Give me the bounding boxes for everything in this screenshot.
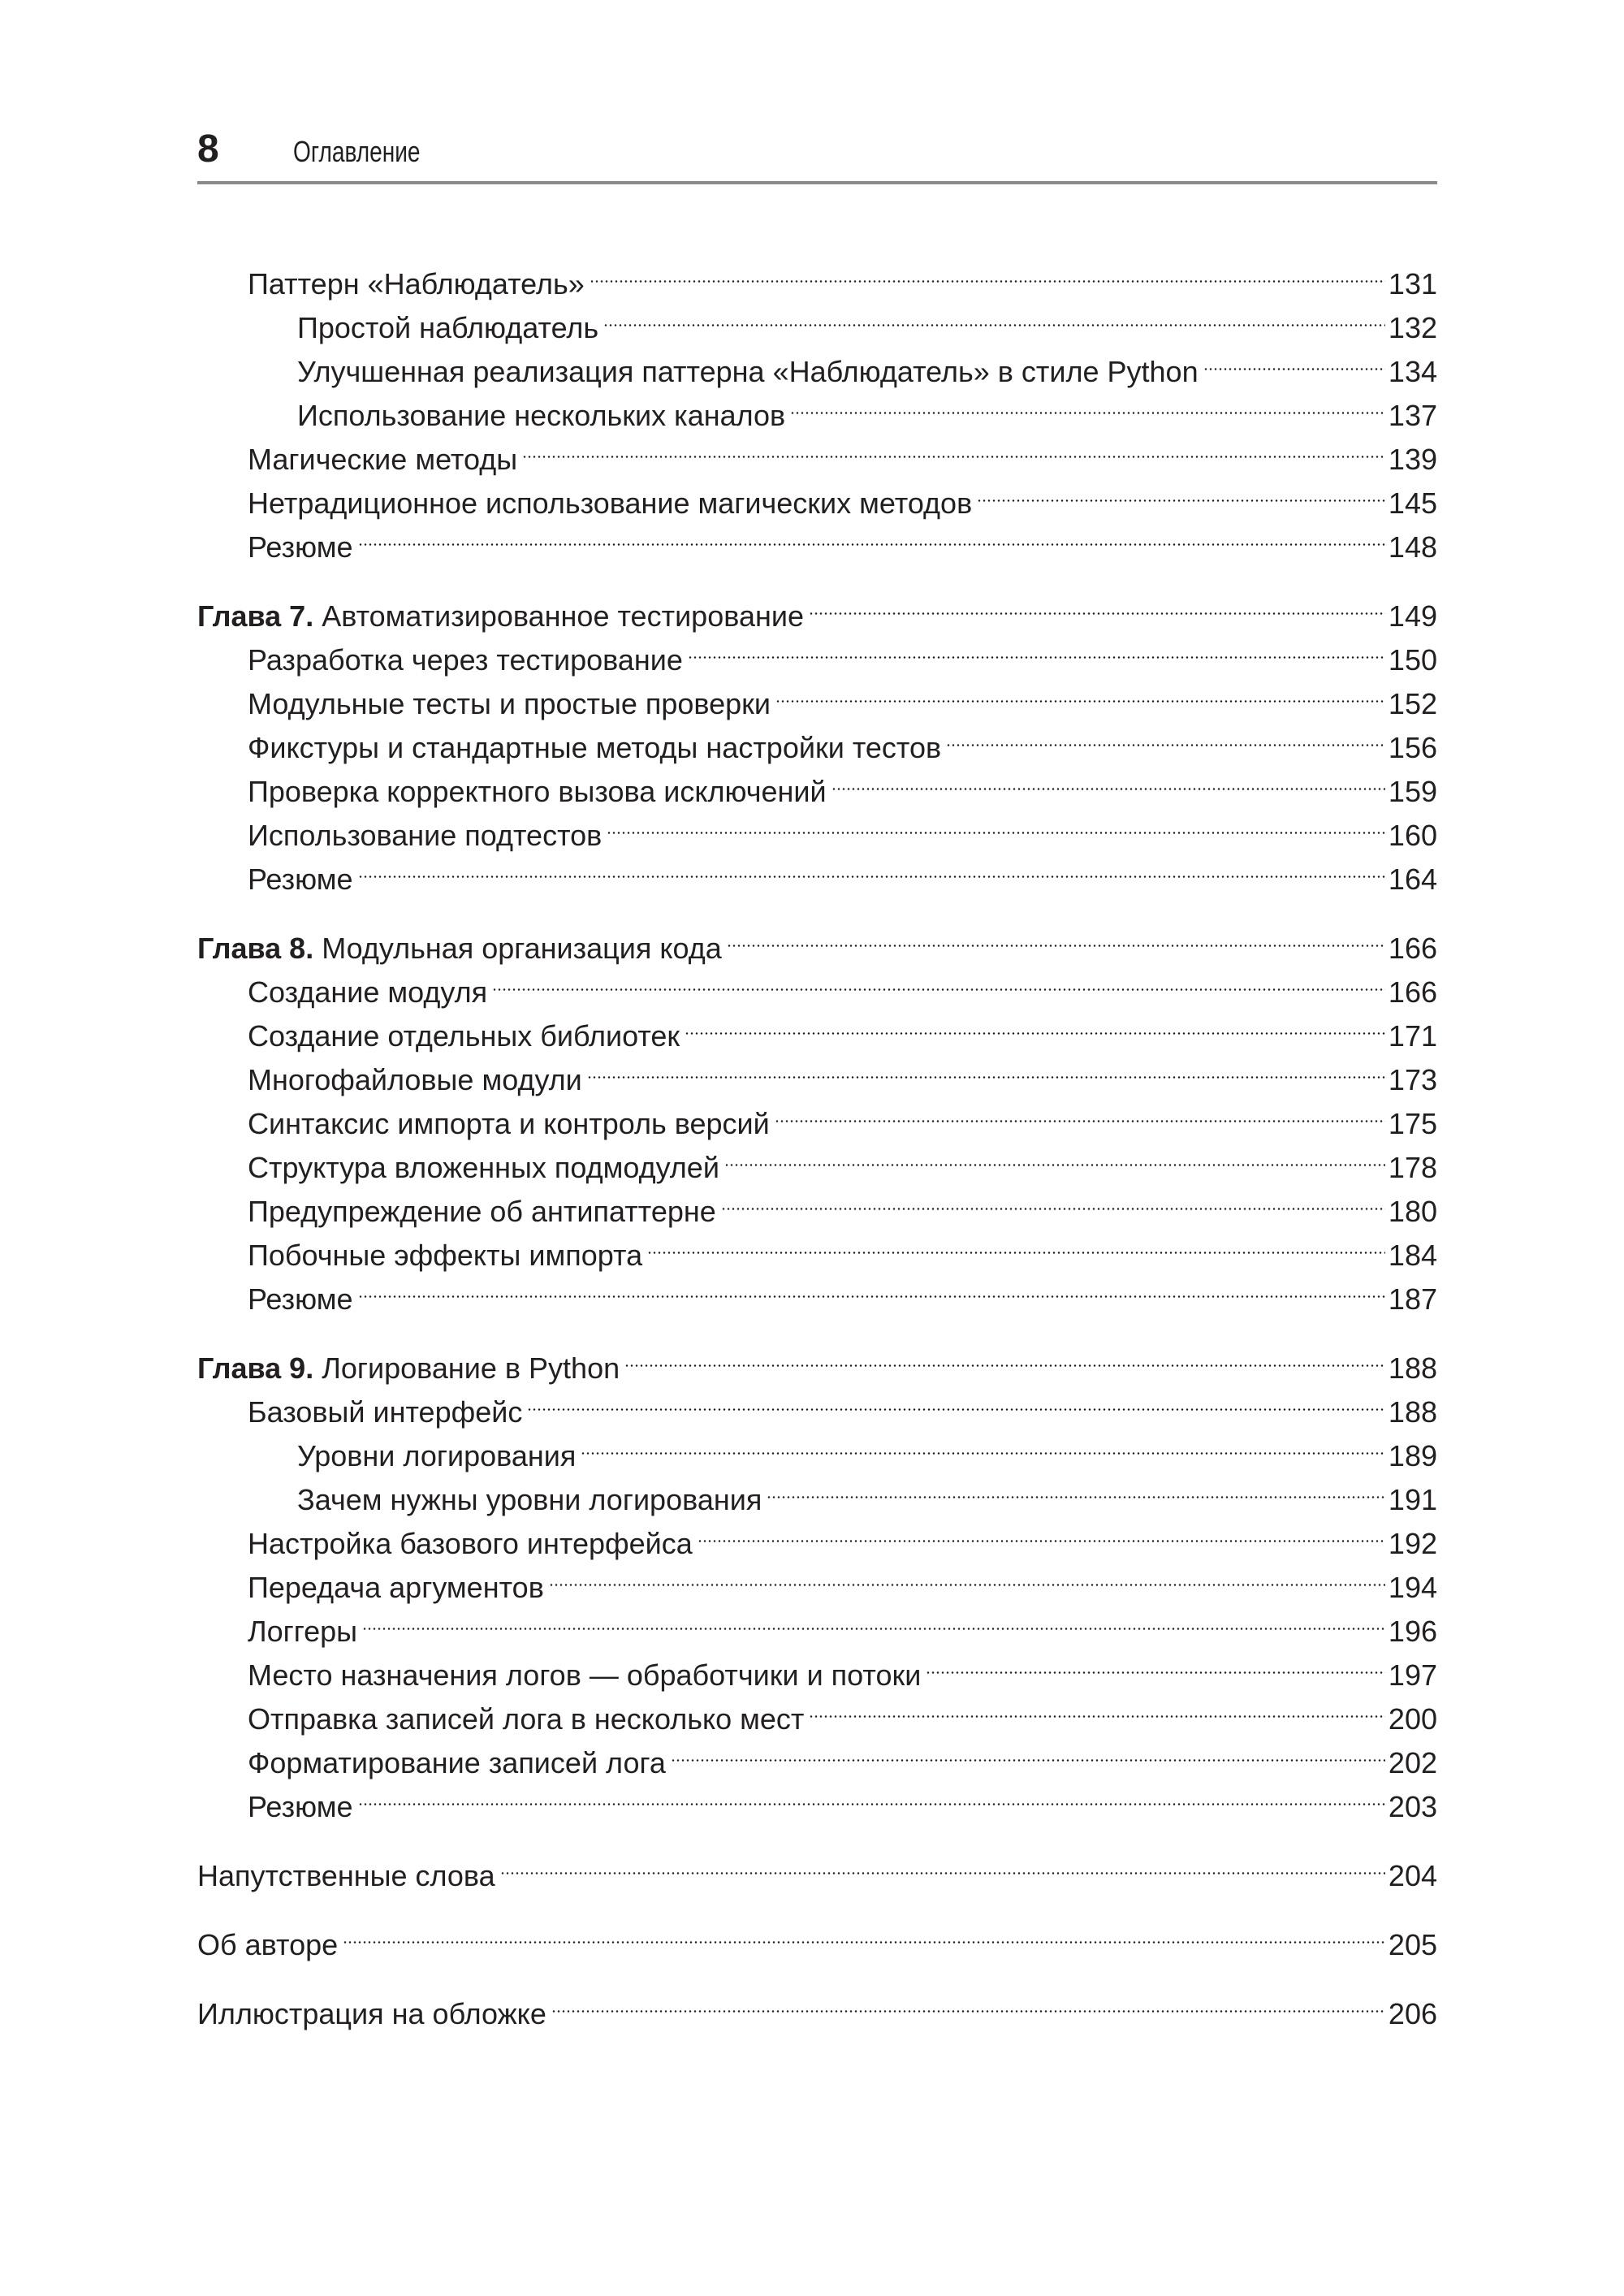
toc-entry-text: Резюме xyxy=(248,1790,353,1823)
toc-entry[interactable] xyxy=(197,1265,1437,1316)
toc-entry-title xyxy=(197,1992,546,2036)
toc-entry-text: Синтаксис импорта и контроль версий xyxy=(248,1107,770,1140)
toc-page-number: 192 xyxy=(1388,1527,1437,1560)
dot-leader xyxy=(809,1685,1385,1729)
toc-entry-text: Резюме xyxy=(248,863,353,896)
chapter-label: Глава 8. xyxy=(197,932,314,965)
dot-leader xyxy=(358,513,1385,557)
toc-page-number: 150 xyxy=(1388,643,1437,677)
toc-page-number: 180 xyxy=(1388,1195,1437,1228)
dot-leader xyxy=(647,1222,1385,1265)
toc-entry-text: Улучшенная реализация паттерна «Наблюдатель» в стиле Python xyxy=(297,355,1199,388)
toc-entry-text: Иллюстрация на обложке xyxy=(197,1997,546,2030)
dot-leader xyxy=(775,670,1385,714)
toc-entry-text: Резюме xyxy=(248,1282,353,1316)
dot-leader xyxy=(522,426,1385,469)
toc-entry-text: Отправка записей лога в несколько мест xyxy=(248,1702,805,1736)
toc-chapter-entry[interactable] xyxy=(197,1911,1437,1961)
toc-entry-text: Модульная организация кода xyxy=(322,932,722,965)
toc-entry[interactable] xyxy=(197,802,1437,852)
toc-entry[interactable] xyxy=(197,1378,1437,1429)
toc-page-number: 148 xyxy=(1388,530,1437,564)
toc-entry-title xyxy=(197,1854,495,1898)
toc-entry-text: Проверка корректного вызова исключений xyxy=(248,775,827,808)
toc-entry-text: Паттерн «Наблюдатель» xyxy=(248,267,585,301)
dot-leader xyxy=(688,626,1385,670)
toc-page-number: 184 xyxy=(1388,1239,1437,1272)
toc-page-number: 206 xyxy=(1388,1997,1437,2030)
toc-entry[interactable] xyxy=(197,958,1437,1009)
dot-leader xyxy=(362,1598,1385,1641)
toc-entry[interactable] xyxy=(197,250,1437,301)
toc-entry[interactable] xyxy=(197,714,1437,764)
toc-entry-text: Магические методы xyxy=(248,443,518,476)
dot-leader xyxy=(581,1422,1385,1466)
toc-entry-text: Фикстуры и стандартные методы настройки тестов xyxy=(248,731,942,764)
dot-leader xyxy=(549,1554,1385,1598)
toc-page-number: 189 xyxy=(1388,1439,1437,1472)
toc-entry[interactable] xyxy=(197,1178,1437,1228)
dot-leader xyxy=(775,1090,1385,1134)
toc-entry-text: Создание модуля xyxy=(248,975,488,1009)
toc-page-number: 164 xyxy=(1388,863,1437,896)
dot-leader xyxy=(946,714,1385,758)
toc-entry-title xyxy=(248,858,353,902)
toc-entry[interactable] xyxy=(197,1422,1437,1472)
toc-entry[interactable] xyxy=(197,294,1437,344)
toc-page-number: 187 xyxy=(1388,1282,1437,1316)
toc-entry-text: Уровни логирования xyxy=(297,1439,577,1472)
toc-entry-text: Многофайловые модули xyxy=(248,1063,582,1096)
toc-page-number: 139 xyxy=(1388,443,1437,476)
toc-page-number: 191 xyxy=(1388,1483,1437,1516)
dot-leader xyxy=(831,758,1385,802)
toc-chapter-entry[interactable] xyxy=(197,1842,1437,1892)
toc-entry-text: Автоматизированное тестирование xyxy=(322,599,804,633)
toc-entry-text: Побочные эффекты импорта xyxy=(248,1239,643,1272)
toc-entry[interactable] xyxy=(197,513,1437,564)
toc-entry[interactable] xyxy=(197,426,1437,476)
toc-page-number: 203 xyxy=(1388,1790,1437,1823)
dot-leader xyxy=(587,1046,1385,1090)
toc-entry[interactable] xyxy=(197,1598,1437,1648)
table-of-contents xyxy=(197,250,1437,2030)
toc-page-number: 188 xyxy=(1388,1351,1437,1385)
toc-entry-text: Использование нескольких каналов xyxy=(297,399,786,432)
toc-entry[interactable] xyxy=(197,626,1437,677)
toc-page-number: 145 xyxy=(1388,486,1437,520)
toc-chapter-entry[interactable] xyxy=(197,915,1437,965)
toc-entry[interactable] xyxy=(197,758,1437,808)
dot-leader xyxy=(358,1773,1385,1817)
toc-page-number: 152 xyxy=(1388,687,1437,720)
dot-leader xyxy=(790,382,1385,426)
toc-page-number: 178 xyxy=(1388,1151,1437,1184)
dot-leader xyxy=(1203,338,1385,382)
running-head: Оглавление xyxy=(293,135,421,168)
toc-page-number: 149 xyxy=(1388,599,1437,633)
toc-entry-title xyxy=(248,525,353,569)
toc-entry-text: Форматирование записей лога xyxy=(248,1746,666,1779)
toc-entry[interactable] xyxy=(197,1641,1437,1692)
toc-entry[interactable] xyxy=(197,1510,1437,1560)
toc-page-number: 173 xyxy=(1388,1063,1437,1096)
toc-entry-text: Зачем нужны уровни логирования xyxy=(297,1483,762,1516)
dot-leader xyxy=(358,845,1385,889)
toc-page-number: 132 xyxy=(1388,311,1437,344)
toc-entry-text: Простой наблюдатель xyxy=(297,311,599,344)
toc-page-number: 160 xyxy=(1388,819,1437,852)
toc-page-number: 137 xyxy=(1388,399,1437,432)
toc-entry-text: Нетрадиционное использование магических методов xyxy=(248,486,973,520)
toc-page-number: 131 xyxy=(1388,267,1437,301)
toc-page-number: 205 xyxy=(1388,1928,1437,1961)
toc-entry[interactable] xyxy=(197,1773,1437,1823)
dot-leader xyxy=(977,469,1385,513)
header-divider xyxy=(197,181,1437,184)
toc-entry-text: Модульные тесты и простые проверки xyxy=(248,687,771,720)
toc-entry[interactable] xyxy=(197,469,1437,520)
toc-entry[interactable] xyxy=(197,670,1437,720)
dot-leader xyxy=(551,1980,1385,2024)
toc-entry-text: Напутственные слова xyxy=(197,1859,495,1892)
toc-entry[interactable] xyxy=(197,845,1437,896)
toc-entry-text: Структура вложенных подмодулей xyxy=(248,1151,719,1184)
toc-entry-text: Создание отдельных библиотек xyxy=(248,1019,680,1053)
toc-page-number: 202 xyxy=(1388,1746,1437,1779)
dot-leader xyxy=(492,958,1385,1002)
dot-leader xyxy=(603,294,1385,338)
toc-entry-text: Место назначения логов — обработчики и потоки xyxy=(248,1658,922,1692)
toc-page-number: 166 xyxy=(1388,975,1437,1009)
chapter-label: Глава 7. xyxy=(197,599,314,633)
toc-page-number: 175 xyxy=(1388,1107,1437,1140)
toc-entry-text: Настройка базового интерфейса xyxy=(248,1527,693,1560)
toc-entry-title xyxy=(197,1923,338,1967)
toc-page-number: 197 xyxy=(1388,1658,1437,1692)
toc-page-number: 134 xyxy=(1388,355,1437,388)
dot-leader xyxy=(721,1178,1385,1222)
toc-page-number: 194 xyxy=(1388,1571,1437,1604)
toc-chapter-entry[interactable] xyxy=(197,1980,1437,2030)
dot-leader xyxy=(590,250,1385,294)
toc-entry-text: Об авторе xyxy=(197,1928,339,1961)
dot-leader xyxy=(671,1729,1385,1773)
toc-entry[interactable] xyxy=(197,1554,1437,1604)
toc-entry[interactable] xyxy=(197,1046,1437,1096)
toc-entry[interactable] xyxy=(197,1090,1437,1140)
chapter-label: Глава 9. xyxy=(197,1351,314,1385)
toc-entry[interactable] xyxy=(197,1466,1437,1516)
toc-entry-text: Использование подтестов xyxy=(248,819,603,852)
dot-leader xyxy=(500,1842,1385,1886)
toc-entry-title xyxy=(248,1278,353,1321)
toc-page-number: 188 xyxy=(1388,1395,1437,1429)
toc-chapter-entry[interactable] xyxy=(197,1334,1437,1385)
toc-entry-text: Логгеры xyxy=(248,1615,358,1648)
toc-entry[interactable] xyxy=(197,1134,1437,1184)
toc-entry-text: Резюме xyxy=(248,530,353,564)
toc-entry-text: Базовый интерфейс xyxy=(248,1395,523,1429)
dot-leader xyxy=(727,915,1385,958)
toc-chapter-entry[interactable] xyxy=(197,582,1437,633)
toc-entry-text: Разработка через тестирование xyxy=(248,643,683,677)
toc-page-number: 171 xyxy=(1388,1019,1437,1053)
toc-entry-title xyxy=(248,1785,353,1829)
page-header xyxy=(197,120,1437,185)
toc-page-number: 200 xyxy=(1388,1702,1437,1736)
toc-entry-text: Логирование в Python xyxy=(322,1351,620,1385)
toc-entry-text: Предупреждение об антипаттерне xyxy=(248,1195,716,1228)
dot-leader xyxy=(809,582,1385,626)
dot-leader xyxy=(527,1378,1385,1422)
dot-leader xyxy=(624,1334,1385,1378)
dot-leader xyxy=(926,1641,1385,1685)
toc-entry[interactable] xyxy=(197,338,1437,388)
dot-leader xyxy=(724,1134,1385,1178)
dot-leader xyxy=(698,1510,1385,1554)
toc-entry[interactable] xyxy=(197,1222,1437,1272)
toc-page-number: 159 xyxy=(1388,775,1437,808)
toc-entry[interactable] xyxy=(197,1002,1437,1053)
dot-leader xyxy=(343,1911,1385,1955)
dot-leader xyxy=(767,1466,1385,1510)
dot-leader xyxy=(685,1002,1385,1046)
toc-page-number: 156 xyxy=(1388,731,1437,764)
toc-entry-text: Передача аргументов xyxy=(248,1571,544,1604)
toc-entry[interactable] xyxy=(197,1685,1437,1736)
toc-page-number: 166 xyxy=(1388,932,1437,965)
toc-page-number: 196 xyxy=(1388,1615,1437,1648)
dot-leader xyxy=(607,802,1385,845)
toc-page-number: 204 xyxy=(1388,1859,1437,1892)
toc-entry[interactable] xyxy=(197,382,1437,432)
dot-leader xyxy=(358,1265,1385,1309)
toc-entry[interactable] xyxy=(197,1729,1437,1779)
page-number: 8 xyxy=(197,128,219,171)
